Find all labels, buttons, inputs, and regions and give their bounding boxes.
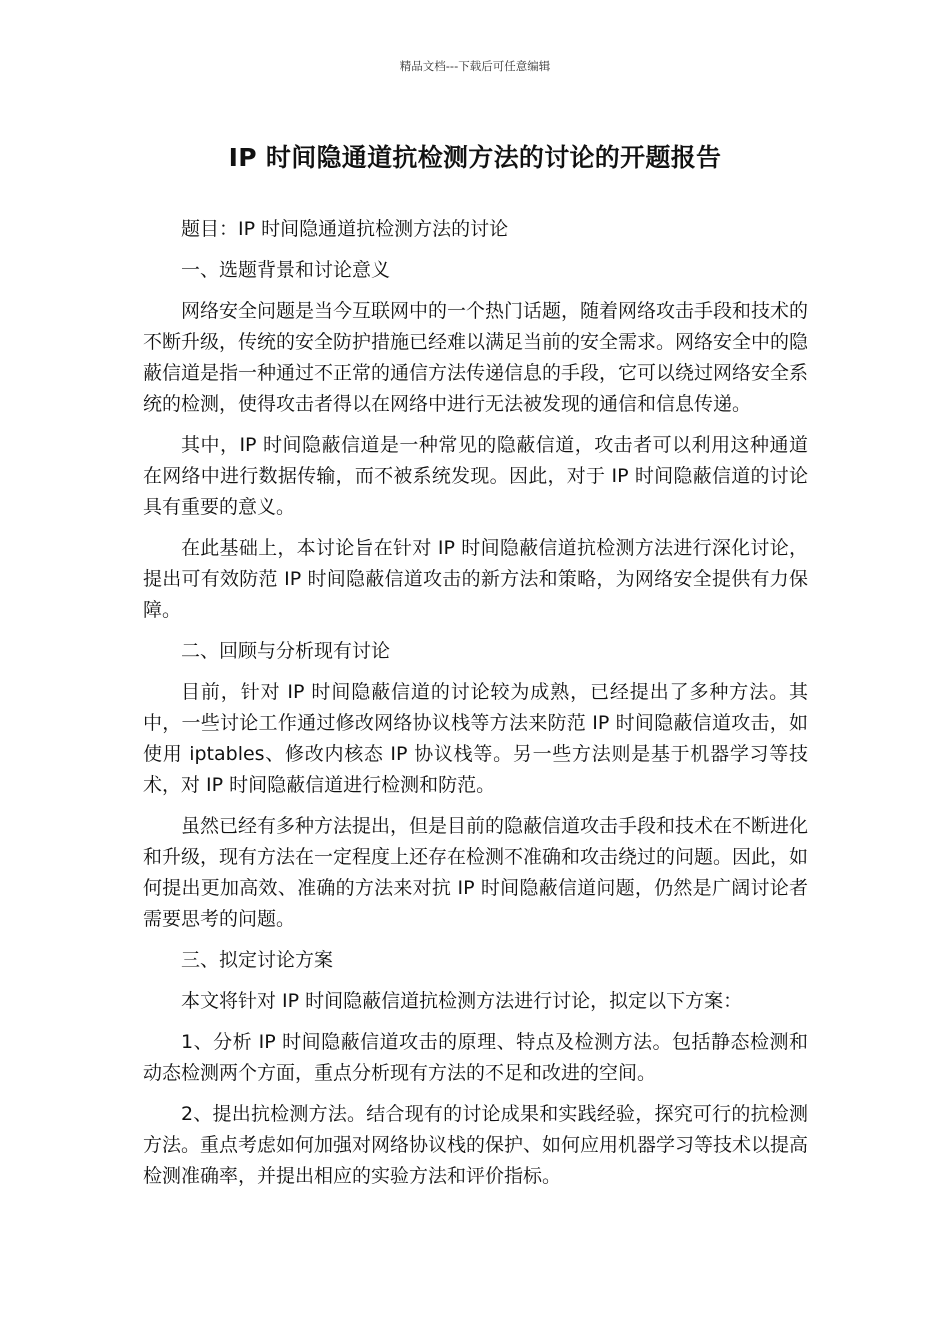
section-3-paragraph-2: 1、分析 IP 时间隐蔽信道攻击的原理、特点及检测方法。包括静态检测和动态检测两个方面，重点分析现有方法的不足和改进的空间。 [143, 1031, 808, 1084]
section-2-heading: 二、回顾与分析现有讨论 [181, 640, 391, 662]
section-2-paragraph-1: 目前，针对 IP 时间隐蔽信道的讨论较为成熟，已经提出了多种方法。其中，一些讨论工作通过修改网络协议栈等方法来防范 IP 时间隐蔽信道攻击，如使用 iptables、修改内核态 IP 协议栈等。另一些方法则是基于机器学习等技术，对 IP 时间隐蔽信道进行检测和防范。 [143, 681, 808, 796]
section-1-paragraph-3: 在此基础上，本讨论旨在针对 IP 时间隐蔽信道抗检测方法进行深化讨论，提出可有效防范 IP 时间隐蔽信道攻击的新方法和策略，为网络安全提供有力保障。 [143, 537, 808, 621]
document-title: IP 时间隐通道抗检测方法的讨论的开题报告 [228, 143, 722, 172]
section-1-paragraph-2: 其中，IP 时间隐蔽信道是一种常见的隐蔽信道，攻击者可以利用这种通道在网络中进行数据传输，而不被系统发现。因此，对于 IP 时间隐蔽信道的讨论具有重要的意义。 [143, 434, 808, 518]
section-3-heading: 三、拟定讨论方案 [181, 949, 334, 971]
section-3-paragraph-1: 本文将针对 IP 时间隐蔽信道抗检测方法进行讨论，拟定以下方案： [181, 990, 743, 1012]
section-1-paragraph-1: 网络安全问题是当今互联网中的一个热门话题，随着网络攻击手段和技术的不断升级，传统的安全防护措施已经难以满足当前的安全需求。网络安全中的隐蔽信道是指一种通过不正常的通信方法传递信息的手段，它可以绕过网络安全系统的检测，使得攻击者得以在网络中进行无法被发现的通信和信息传递。 [143, 300, 809, 415]
topic-line: 题目：IP 时间隐通道抗检测方法的讨论 [181, 218, 509, 240]
section-1-heading: 一、选题背景和讨论意义 [181, 259, 391, 281]
header-note: 精品文档---下载后可任意编辑 [399, 59, 551, 73]
section-3-paragraph-3: 2、提出抗检测方法。结合现有的讨论成果和实践经验，探究可行的抗检测方法。重点考虑如何加强对网络协议栈的保护、如何应用机器学习等技术以提高检测准确率，并提出相应的实验方法和评价指标。 [143, 1103, 809, 1187]
section-2-paragraph-2: 虽然已经有多种方法提出，但是目前的隐蔽信道攻击手段和技术在不断进化和升级，现有方法在一定程度上还存在检测不准确和攻击绕过的问题。因此，如何提出更加高效、准确的方法来对抗 IP 时间隐蔽信道问题，仍然是广阔讨论者需要思考的问题。 [143, 815, 809, 930]
document-body [143, 214, 808, 1202]
